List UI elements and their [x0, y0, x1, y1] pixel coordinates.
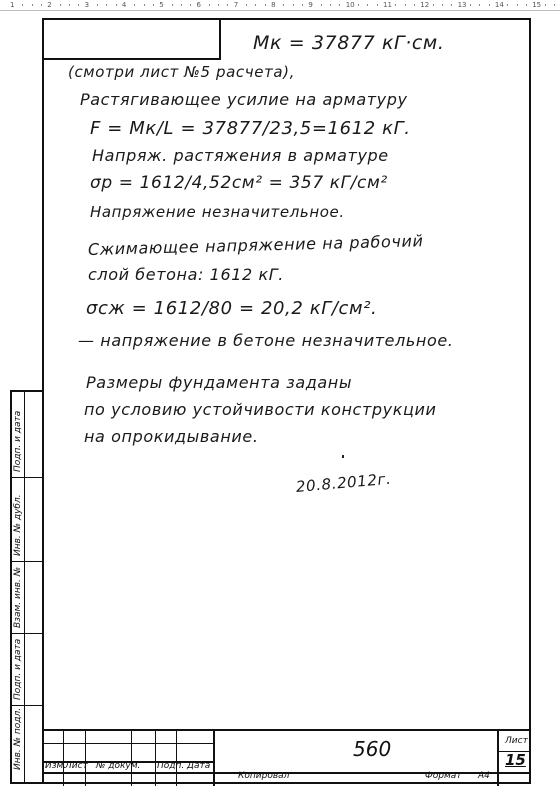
- foundation-size-line-3: на опрокидывание.: [84, 427, 259, 446]
- reference-note-line: (смотри лист №5 расчета),: [68, 63, 295, 81]
- ruler-mark: 15: [532, 1, 542, 9]
- ruler-dot: [367, 4, 368, 6]
- column-label-podp: Подп.: [157, 761, 185, 771]
- ruler-dot: [293, 4, 294, 6]
- ruler-dot: [134, 4, 135, 6]
- ruler-mark: 13: [457, 1, 467, 9]
- column-label-nom-dokum: № докум.: [96, 761, 141, 771]
- tensile-stress-conclusion: Напряжение незначительное.: [90, 203, 345, 221]
- ruler-mark: 8: [271, 1, 276, 9]
- ruler-dot: [69, 4, 70, 6]
- concrete-layer-line: слой бетона: 1612 кГ.: [88, 265, 284, 284]
- format-value: А4: [478, 771, 490, 781]
- binding-strip: [10, 390, 42, 784]
- ink-speck: [342, 455, 344, 458]
- ruler-dot: [339, 4, 340, 6]
- ruler-dot: [227, 4, 228, 6]
- ruler-dot: [32, 4, 33, 6]
- ruler-dot: [554, 4, 555, 6]
- column-label-list: Лист: [65, 761, 88, 771]
- format-label: Формат: [425, 771, 462, 781]
- document-number: 560: [353, 737, 392, 761]
- ruler-dot: [302, 4, 303, 6]
- ruler-dot: [545, 4, 546, 6]
- ruler-dot: [470, 4, 471, 6]
- ruler-mark: 1: [10, 1, 15, 9]
- strip-label-podp-data-upper: Подп. и дата: [13, 410, 23, 472]
- ruler-dot: [330, 4, 331, 6]
- compressive-stress-formula: σсж = 1612/80 = 20,2 кГ/см².: [86, 298, 378, 319]
- foundation-size-line-2: по условию устойчивости конструкции: [84, 400, 437, 419]
- ruler: [0, 0, 560, 11]
- strip-label-podp-data-lower: Подп. и дата: [13, 638, 23, 700]
- ruler-dot: [172, 4, 173, 6]
- ruler-dot: [433, 4, 434, 6]
- ruler-dot: [144, 4, 145, 6]
- ruler-dot: [97, 4, 98, 6]
- ruler-dot: [41, 4, 42, 6]
- copied-label: Копировал: [238, 771, 290, 781]
- strip-label-inv-podl: Инв. № подл.: [13, 707, 23, 770]
- ruler-dot: [442, 4, 443, 6]
- ruler-dot: [246, 4, 247, 6]
- ruler-mark: 10: [345, 1, 355, 9]
- sheet-label: Лист: [505, 736, 528, 746]
- compressive-stress-heading: Сжимающее напряжение на рабочий: [87, 231, 424, 259]
- ruler-dot: [405, 4, 406, 6]
- ruler-dot: [517, 4, 518, 6]
- tb-line: [213, 731, 215, 786]
- ruler-dot: [181, 4, 182, 6]
- tb-line: [131, 731, 132, 786]
- tensile-force-formula: F = Mк/L = 37877/23,5=1612 кГ.: [90, 118, 411, 139]
- tb-line: [176, 731, 177, 786]
- ruler-mark: 12: [420, 1, 430, 9]
- ruler-mark: 4: [121, 1, 127, 9]
- tb-line: [63, 731, 64, 786]
- tb-line: [155, 731, 156, 786]
- ruler-mark: 2: [47, 1, 52, 9]
- ruler-dot: [414, 4, 415, 6]
- tb-line: [497, 731, 499, 786]
- top-left-stamp-box: [42, 18, 221, 60]
- ruler-dot: [283, 4, 284, 6]
- ruler-dot: [78, 4, 79, 6]
- ruler-dot: [321, 4, 322, 6]
- ruler-dot: [190, 4, 191, 6]
- ruler-dot: [22, 4, 23, 6]
- tb-line: [42, 743, 213, 744]
- strip-label-inv-dubl: Инв. № дубл.: [13, 494, 23, 556]
- ruler-mark: 6: [196, 1, 201, 9]
- tensile-stress-heading: Напряж. растяжения в арматуре: [92, 146, 389, 165]
- tb-line: [85, 731, 86, 786]
- ruler-dot: [395, 4, 396, 6]
- ruler-mark: 14: [494, 1, 504, 9]
- tensile-force-heading: Растягивающее усилие на арматуру: [80, 90, 408, 109]
- ruler-mark: 9: [308, 1, 313, 9]
- ruler-dot: [116, 4, 117, 6]
- ruler-dot: [209, 4, 210, 6]
- date-signature: 20.8.2012г.: [295, 469, 393, 496]
- ruler-dot: [218, 4, 219, 6]
- ruler-dot: [377, 4, 378, 6]
- ruler-dot: [358, 4, 359, 6]
- ruler-dot: [451, 4, 452, 6]
- column-label-izm: Изм.: [45, 761, 67, 771]
- ruler-dot: [526, 4, 527, 6]
- ruler-mark: 11: [383, 1, 392, 9]
- ruler-dot: [106, 4, 107, 6]
- column-label-data: Дата: [187, 761, 211, 771]
- ruler-dot: [265, 4, 266, 6]
- ruler-dot: [60, 4, 61, 6]
- torque-value-line: Mк = 37877 кГ·см.: [253, 32, 445, 54]
- ruler-dot: [255, 4, 256, 6]
- ruler-dot: [153, 4, 154, 6]
- foundation-size-line-1: Размеры фундамента заданы: [86, 373, 353, 392]
- ruler-mark: 5: [159, 1, 164, 9]
- concrete-stress-conclusion: — напряжение в бетоне незначительное.: [78, 331, 454, 350]
- tensile-stress-formula: σр = 1612/4,52см² = 357 кГ/см²: [90, 173, 388, 193]
- strip-label-vzam-inv: Взам. инв. №: [13, 566, 23, 628]
- ruler-dot: [479, 4, 480, 6]
- sheet-number: 15: [505, 751, 526, 769]
- ruler-dot: [489, 4, 490, 6]
- ruler-mark: 3: [84, 1, 90, 9]
- ruler-mark: 7: [233, 1, 239, 9]
- ruler-dot: [507, 4, 508, 6]
